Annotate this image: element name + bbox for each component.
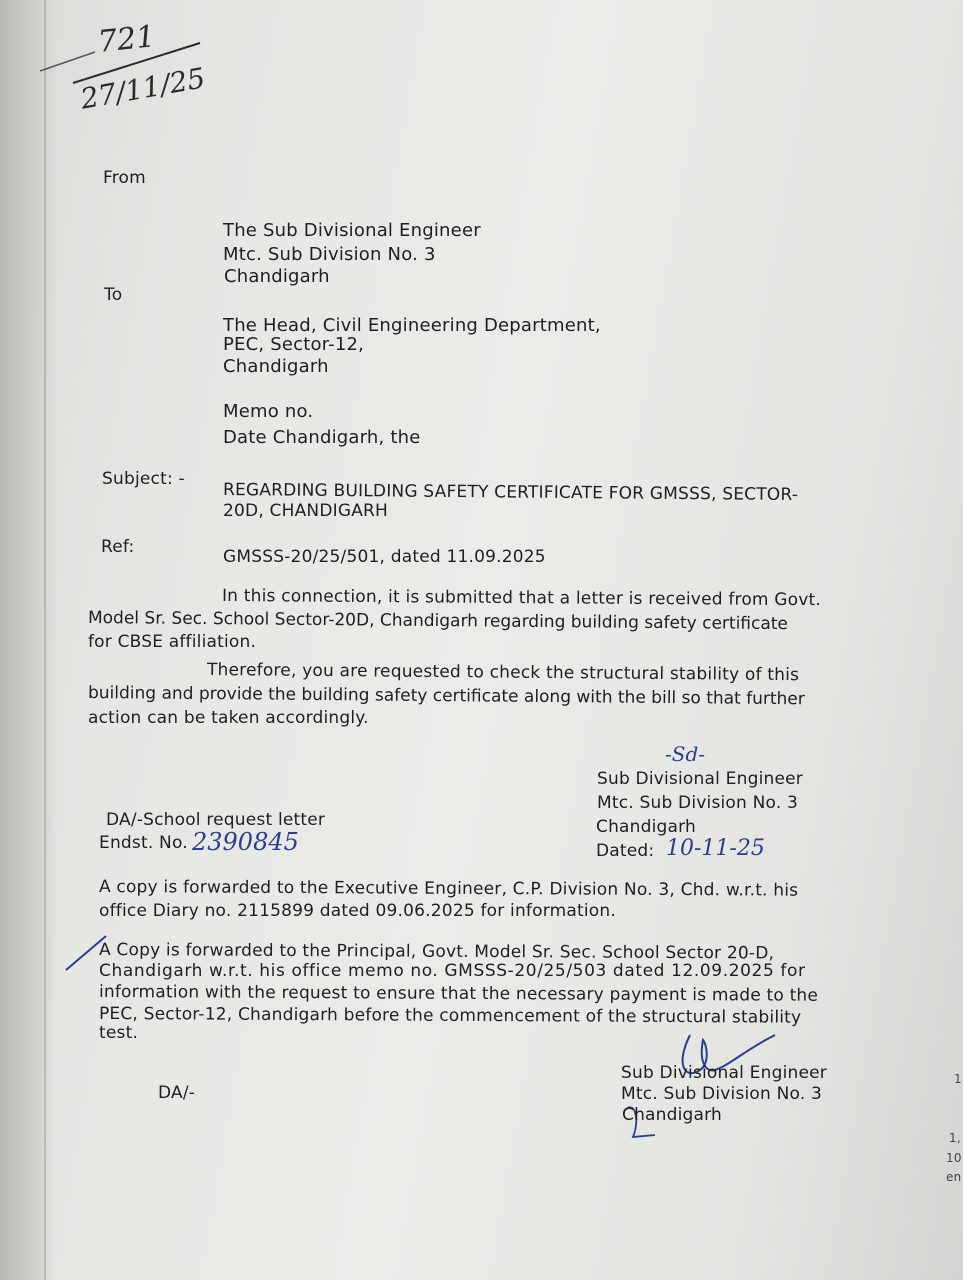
endst-number: 2390845 [192,828,299,856]
ref-label: Ref: [101,537,135,557]
recipient-line-3: Chandigarh [223,356,329,377]
margin-fragment-4: en [946,1170,962,1184]
enclosure-da: DA/-School request letter [106,810,326,830]
body-para2-line3: action can be taken accordingly. [88,708,369,728]
subject-label: Subject: - [102,469,185,489]
body-para2-line2: building and provide the building safety certificate along with the bill so that further [87,683,805,710]
copy2-line4: PEC, Sector-12, Chandigarh before the commencement of the structural stability [98,1004,802,1028]
margin-fragment-2: 1, [949,1131,961,1145]
page-edge-shadow [0,0,58,1280]
signature1-line2: Mtc. Sub Division No. 3 [597,793,799,813]
body-para1-line3: for CBSE affiliation. [88,632,257,652]
subject-line-1: REGARDING BUILDING SAFETY CERTIFICATE FOR GMSSS, SECTOR- [222,480,799,506]
signature2-line2: Mtc. Sub Division No. 3 [621,1084,823,1104]
to-label: To [104,285,123,305]
body-para1-line1: In this connection, it is submitted that a letter is received from Govt. [221,586,822,611]
from-label: From [103,168,146,188]
signature2-line1: Sub Divisional Engineer [621,1063,827,1083]
recipient-line-1: The Head, Civil Engineering Department, [223,315,601,336]
copy2-line2: Chandigarh w.r.t. his office memo no. GMSSS-20/25/503 dated 12.09.2025 for [99,961,806,981]
signature2-line3: Chandigarh [622,1105,723,1125]
body-para2-line1: Therefore, you are requested to check the structural stability of this [206,660,800,686]
sd-annotation: -Sd- [665,742,706,766]
dated-label: Dated: [596,841,655,861]
memo-number: Memo no. [223,401,314,422]
copy2-line5: test. [99,1023,139,1043]
subject-line-2: 20D, CHANDIGARH [223,501,389,521]
memo-date: Date Chandigarh, the [223,427,421,448]
margin-fragment-3: 10 [946,1151,962,1165]
recipient-line-2: PEC, Sector-12, [223,334,365,355]
signature1-line1: Sub Divisional Engineer [597,769,803,789]
body-para1-line2: Model Sr. Sec. School Sector-20D, Chandigarh regarding building safety certificate [87,608,789,635]
copy1-line1: A copy is forwarded to the Executive Engineer, C.P. Division No. 3, Chd. w.r.t. his [98,877,799,901]
sender-line-1: The Sub Divisional Engineer [223,220,481,241]
sender-line-3: Chandigarh [224,266,330,287]
copy2-line3: information with the request to ensure that the necessary payment is made to the [98,982,819,1006]
copy2-line1: A Copy is forwarded to the Principal, Govt. Model Sr. Sec. School Sector 20-D, [98,940,775,964]
ref-value: GMSSS-20/25/501, dated 11.09.2025 [223,547,546,567]
diary-number-annotation: 721 [96,19,157,60]
copy1-line2: office Diary no. 2115899 dated 09.06.2025 for information. [99,901,616,921]
page-fold [44,0,46,1280]
margin-fragment-1: 1 [954,1072,962,1086]
sender-line-2: Mtc. Sub Division No. 3 [223,244,436,265]
diary-date-annotation: 27/11/25 [78,61,208,116]
da2-label: DA/- [158,1083,196,1103]
dated-value: 10-11-25 [666,836,765,861]
signature1-line3: Chandigarh [596,817,697,837]
endst-label: Endst. No. [99,833,188,853]
